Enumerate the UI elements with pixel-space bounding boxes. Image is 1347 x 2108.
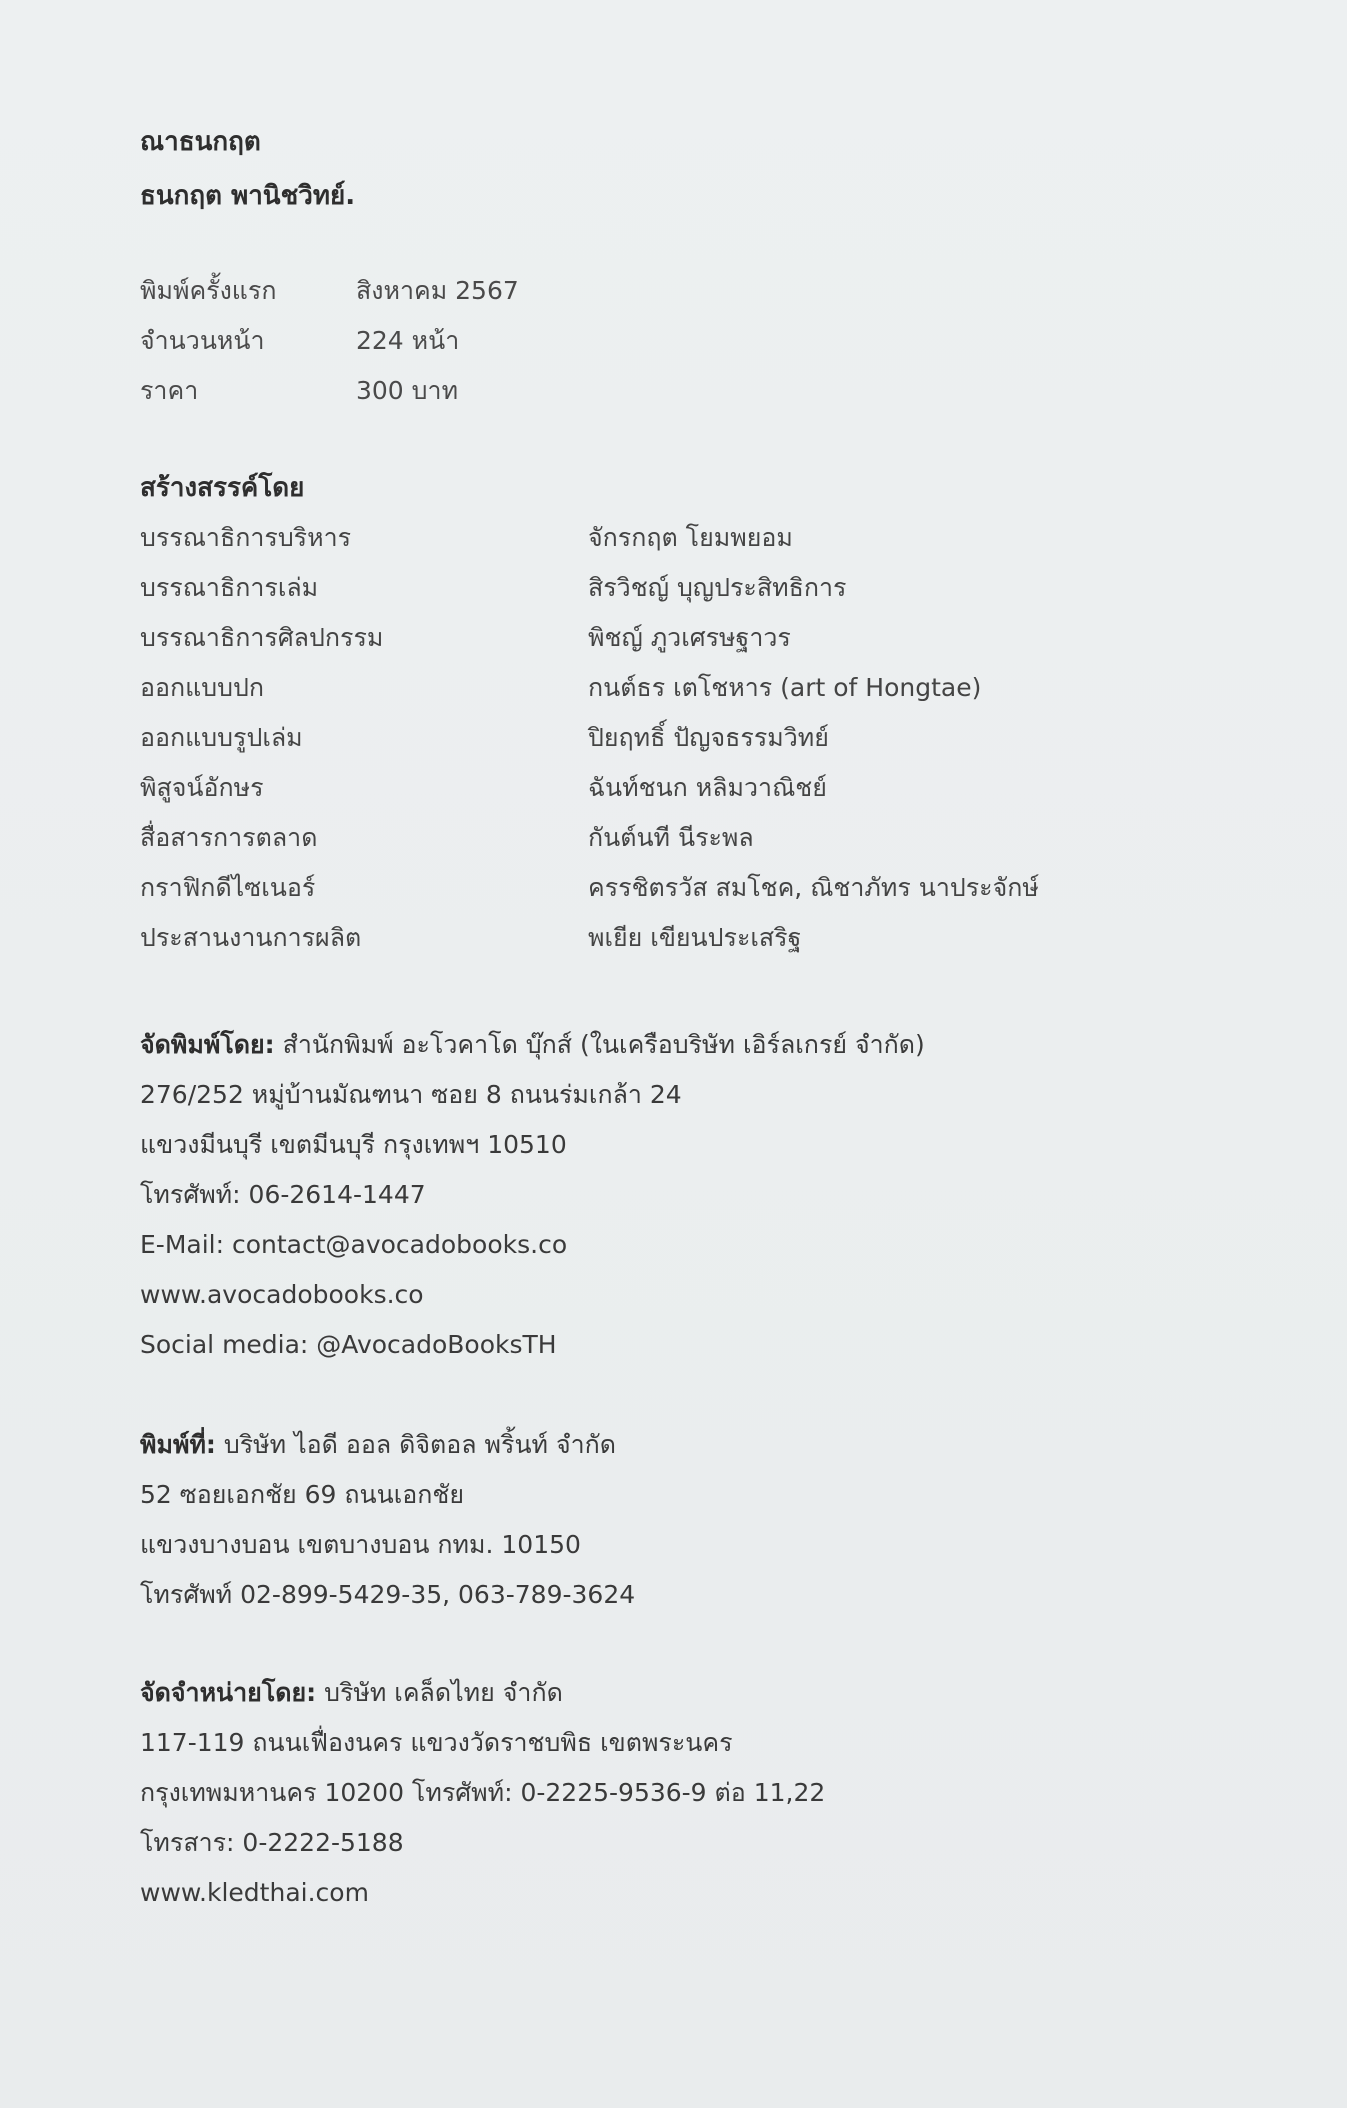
printer-label: พิมพ์ที่: — [140, 1430, 216, 1459]
credit-row — [140, 763, 1240, 813]
distributor-address-2: กรุงเทพมหานคร 10200 โทรศัพท์: 0-2225-9536-9 ต่อ 11,22 — [140, 1778, 826, 1807]
info-row-first-print — [140, 266, 1240, 316]
printer-section — [140, 1420, 1240, 1620]
credit-role: ออกแบบปก — [140, 673, 265, 702]
credit-name: กันต์นที นีระพล — [588, 823, 754, 852]
credit-row — [140, 713, 1240, 763]
distributor-website: www.kledthai.com — [140, 1878, 369, 1907]
publisher-address-2: แขวงมีนบุรี เขตมีนบุรี กรุงเทพฯ 10510 — [140, 1130, 567, 1159]
printer-address-2: แขวงบางบอน เขตบางบอน กทม. 10150 — [140, 1530, 581, 1559]
info-label: ราคา — [140, 376, 199, 405]
publisher-phone: โทรศัพท์: 06-2614-1447 — [140, 1180, 426, 1209]
credit-name: พิชญ์ ภูวเศรษฐาวร — [588, 623, 791, 652]
credit-role: พิสูจน์อักษร — [140, 773, 264, 802]
credit-role: กราฟิกดีไซเนอร์ — [140, 873, 316, 902]
publisher-email: E-Mail: contact@avocadobooks.co — [140, 1230, 568, 1259]
publisher-address-1: 276/252 หมู่บ้านมัณฑนา ซอย 8 ถนนร่มเกล้า 24 — [140, 1080, 682, 1109]
credit-name: จักรกฤต โยมพยอม — [588, 523, 793, 552]
author-name: ธนกฤต พานิชวิทย์. — [140, 181, 356, 211]
info-label: จำนวนหน้า — [140, 326, 265, 355]
credits-section — [140, 463, 1240, 963]
distributor-name: บริษัท เคล็ดไทย จำกัด — [316, 1678, 563, 1707]
info-value: 300 บาท — [356, 376, 459, 405]
distributor-section — [140, 1668, 1240, 1918]
publisher-social: Social media: @AvocadoBooksTH — [140, 1330, 557, 1359]
info-value: สิงหาคม 2567 — [356, 276, 519, 305]
credit-name: ฉันท์ชนก หลิมวาณิชย์ — [588, 773, 827, 802]
credit-row — [140, 613, 1240, 663]
credit-name: สิรวิชญ์ บุญประสิทธิการ — [588, 573, 847, 602]
printer-name: บริษัท ไอดี ออล ดิจิตอล พริ้นท์ จำกัด — [215, 1430, 617, 1459]
credit-name: กนต์ธร เตโชหาร (art of Hongtae) — [588, 673, 982, 702]
distributor-address-1: 117-119 ถนนเฟื่องนคร แขวงวัดราชบพิธ เขตพระนคร — [140, 1728, 733, 1757]
credit-role: สื่อสารการตลาด — [140, 823, 318, 852]
credit-row — [140, 513, 1240, 563]
credit-row — [140, 563, 1240, 613]
credit-row — [140, 863, 1240, 913]
printer-address-1: 52 ซอยเอกชัย 69 ถนนเอกชัย — [140, 1480, 465, 1509]
info-row-price — [140, 366, 1240, 416]
publisher-section — [140, 1020, 1240, 1370]
edition-info — [140, 266, 1240, 416]
publisher-label: จัดพิมพ์โดย: — [140, 1030, 275, 1059]
printer-line — [140, 1420, 1240, 1470]
printer-phone: โทรศัพท์ 02-899-5429-35, 063-789-3624 — [140, 1580, 636, 1609]
credit-name: ปิยฤทธิ์ ปัญจธรรมวิทย์ — [588, 723, 829, 752]
info-row-pages — [140, 316, 1240, 366]
info-label: พิมพ์ครั้งแรก — [140, 276, 277, 305]
distributor-fax: โทรสาร: 0-2222-5188 — [140, 1828, 404, 1857]
credit-name: ครรชิตรวัส สมโชค, ณิชาภัทร นาประจักษ์ — [588, 873, 1039, 902]
credit-name: พเยีย เขียนประเสริฐ — [588, 923, 802, 952]
publisher-name: สำนักพิมพ์ อะโวคาโด บุ๊กส์ (ในเครือบริษัท เอิร์ลเกรย์ จำกัด) — [274, 1030, 925, 1059]
credit-role: บรรณาธิการศิลปกรรม — [140, 623, 384, 652]
distributor-label: จัดจำหน่ายโดย: — [140, 1678, 317, 1707]
credit-role: บรรณาธิการบริหาร — [140, 523, 352, 552]
publisher-line — [140, 1020, 1240, 1070]
credit-role: ออกแบบรูปเล่ม — [140, 723, 303, 752]
credit-role: ประสานงานการผลิต — [140, 923, 362, 952]
credit-row — [140, 813, 1240, 863]
credits-heading: สร้างสรรค์โดย — [140, 473, 305, 503]
credit-row — [140, 913, 1240, 963]
distributor-line — [140, 1668, 1240, 1718]
author-block — [140, 115, 1240, 223]
info-value: 224 หน้า — [356, 326, 460, 355]
credit-role: บรรณาธิการเล่ม — [140, 573, 319, 602]
credit-row — [140, 663, 1240, 713]
pen-name: ณาธนกฤต — [140, 127, 261, 157]
publisher-website: www.avocadobooks.co — [140, 1280, 424, 1309]
